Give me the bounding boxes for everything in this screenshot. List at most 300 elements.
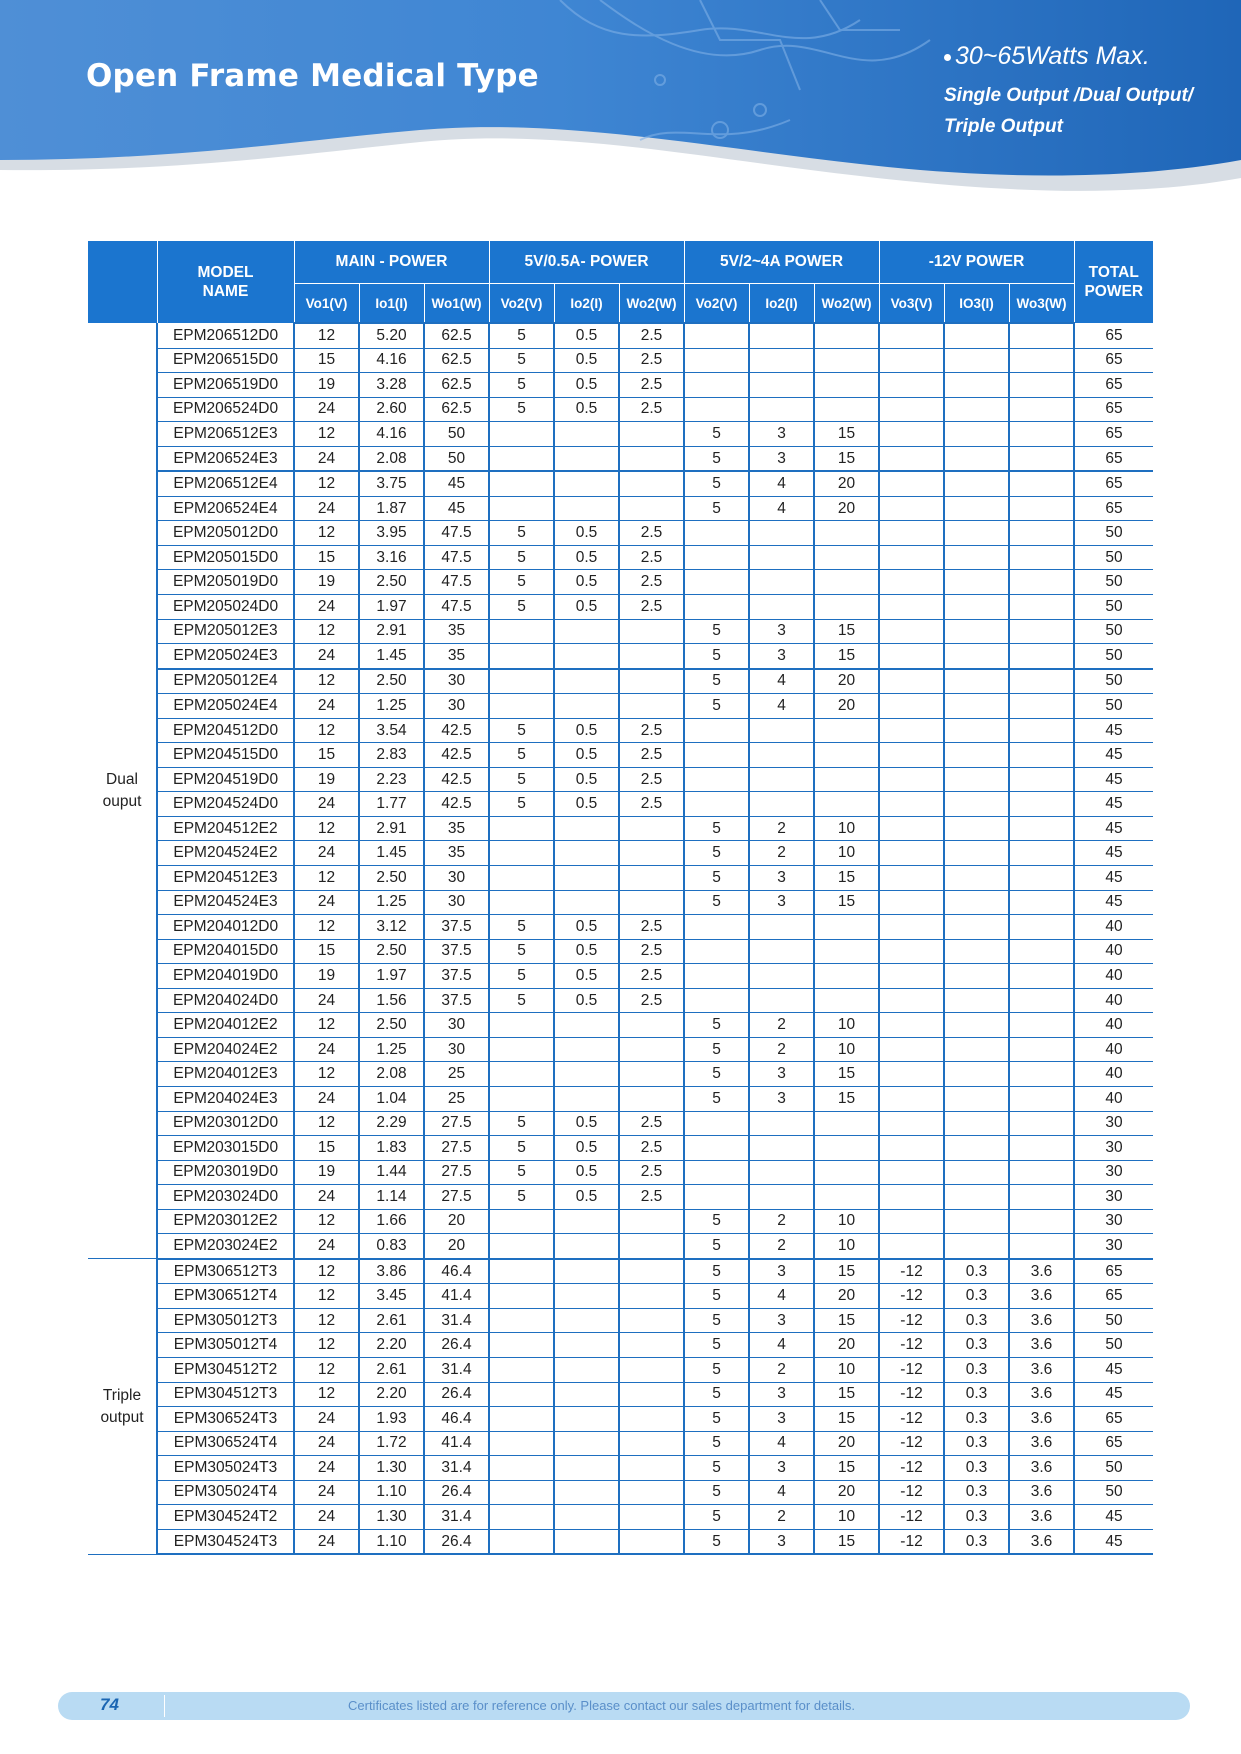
subheader-cell: Vo3(V) (879, 284, 944, 324)
value-cell (944, 939, 1009, 964)
table-row (88, 1136, 1153, 1161)
model-name-cell: EPM206515D0 (157, 348, 294, 373)
value-cell (554, 471, 619, 496)
table-row (88, 1234, 1153, 1259)
value-cell: 12 (294, 422, 359, 447)
model-name-cell: EPM304512T3 (157, 1382, 294, 1407)
value-cell: 30 (424, 669, 489, 694)
value-cell: 0.5 (554, 348, 619, 373)
value-cell (944, 1136, 1009, 1161)
value-cell (944, 1013, 1009, 1038)
table-row (88, 1333, 1153, 1358)
value-cell (944, 669, 1009, 694)
value-cell: 0.5 (554, 1136, 619, 1161)
value-cell (879, 964, 944, 989)
value-cell (814, 348, 879, 373)
value-cell: 26.4 (424, 1333, 489, 1358)
output-types (944, 80, 1214, 142)
value-cell (1009, 644, 1074, 669)
table-row (88, 1407, 1153, 1432)
value-cell: 3 (749, 1086, 814, 1111)
table-row (88, 1037, 1153, 1062)
value-cell (879, 1136, 944, 1161)
value-cell (489, 1234, 554, 1259)
footer-divider (164, 1695, 165, 1717)
value-cell: 2.50 (359, 1013, 424, 1038)
value-cell: 5 (489, 939, 554, 964)
value-cell (619, 1382, 684, 1407)
model-name-cell: EPM204519D0 (157, 767, 294, 792)
value-cell: 10 (814, 1037, 879, 1062)
value-cell: 2.61 (359, 1308, 424, 1333)
value-cell: 19 (294, 1160, 359, 1185)
value-cell (944, 816, 1009, 841)
value-cell: 12 (294, 1013, 359, 1038)
value-cell: 26.4 (424, 1529, 489, 1554)
value-cell (749, 767, 814, 792)
value-cell (684, 545, 749, 570)
table-row (88, 1529, 1153, 1554)
value-cell (814, 915, 879, 940)
value-cell: 0.5 (554, 595, 619, 620)
value-cell (944, 373, 1009, 398)
value-cell (489, 1259, 554, 1284)
value-cell: 24 (294, 1529, 359, 1554)
value-cell: 2 (749, 1013, 814, 1038)
value-cell: 5 (684, 422, 749, 447)
value-cell (749, 792, 814, 817)
header-blank-cell (88, 241, 157, 323)
value-cell: 15 (814, 1529, 879, 1554)
model-name-cell: EPM304524T2 (157, 1505, 294, 1530)
value-cell: 5 (489, 373, 554, 398)
value-cell (684, 792, 749, 817)
value-cell: 62.5 (424, 348, 489, 373)
value-cell: 5 (489, 545, 554, 570)
value-cell (879, 743, 944, 768)
value-cell: 5 (684, 890, 749, 915)
table-row (88, 939, 1153, 964)
model-name-cell: EPM206524E4 (157, 496, 294, 521)
value-cell: 20 (814, 669, 879, 694)
value-cell: 10 (814, 1234, 879, 1259)
value-cell (554, 1259, 619, 1284)
value-cell: 3.6 (1009, 1480, 1074, 1505)
value-cell (944, 718, 1009, 743)
value-cell: 15 (294, 939, 359, 964)
value-cell: 0.3 (944, 1284, 1009, 1309)
value-cell (814, 964, 879, 989)
value-cell (879, 1234, 944, 1259)
spec-table (88, 241, 1153, 1555)
table-row (88, 1111, 1153, 1136)
value-cell: 2.5 (619, 1185, 684, 1210)
value-cell (489, 890, 554, 915)
value-cell: 62.5 (424, 397, 489, 422)
value-cell: 15 (814, 644, 879, 669)
value-cell (489, 1431, 554, 1456)
value-cell: 5 (489, 964, 554, 989)
value-cell (814, 1136, 879, 1161)
table-row (88, 422, 1153, 447)
value-cell (814, 718, 879, 743)
value-cell (489, 1037, 554, 1062)
total-power-cell: 50 (1074, 1308, 1153, 1333)
total-power-cell: 45 (1074, 743, 1153, 768)
total-power-cell: 50 (1074, 1456, 1153, 1481)
total-power-cell: 50 (1074, 545, 1153, 570)
model-name-cell: EPM204012E3 (157, 1062, 294, 1087)
value-cell (944, 1086, 1009, 1111)
subheader-cell: Wo1(W) (424, 284, 489, 324)
table-row (88, 1357, 1153, 1382)
model-name-cell: EPM206512E4 (157, 471, 294, 496)
table-row (88, 323, 1153, 348)
value-cell: 12 (294, 1284, 359, 1309)
value-cell: 42.5 (424, 718, 489, 743)
value-cell: 26.4 (424, 1382, 489, 1407)
table-row (88, 570, 1153, 595)
value-cell: 5 (489, 1160, 554, 1185)
value-cell (684, 743, 749, 768)
value-cell: 20 (814, 694, 879, 719)
total-power-cell: 50 (1074, 644, 1153, 669)
value-cell: 12 (294, 521, 359, 546)
value-cell (879, 1062, 944, 1087)
value-cell: 2.50 (359, 939, 424, 964)
value-cell (1009, 964, 1074, 989)
value-cell (684, 988, 749, 1013)
value-cell (554, 1037, 619, 1062)
value-cell: 5 (489, 767, 554, 792)
value-cell (619, 1013, 684, 1038)
value-cell: 20 (424, 1234, 489, 1259)
value-cell (489, 1505, 554, 1530)
value-cell (554, 1431, 619, 1456)
value-cell (749, 1185, 814, 1210)
value-cell: 5 (684, 1505, 749, 1530)
value-cell (554, 890, 619, 915)
value-cell (554, 866, 619, 891)
value-cell (1009, 743, 1074, 768)
value-cell: 5 (684, 1333, 749, 1358)
table-row (88, 1505, 1153, 1530)
value-cell: 46.4 (424, 1407, 489, 1432)
value-cell: 0.3 (944, 1333, 1009, 1358)
value-cell: 4 (749, 471, 814, 496)
value-cell: 3 (749, 446, 814, 471)
model-name-cell: EPM205019D0 (157, 570, 294, 595)
value-cell: 5 (489, 915, 554, 940)
total-power-cell: 65 (1074, 471, 1153, 496)
value-cell: 3 (749, 866, 814, 891)
value-cell (489, 496, 554, 521)
value-cell (749, 595, 814, 620)
table-row (88, 988, 1153, 1013)
value-cell: 15 (814, 1407, 879, 1432)
value-cell (619, 669, 684, 694)
value-cell: 35 (424, 619, 489, 644)
value-cell (814, 373, 879, 398)
value-cell (554, 496, 619, 521)
table-row (88, 1456, 1153, 1481)
value-cell (1009, 694, 1074, 719)
value-cell (684, 373, 749, 398)
value-cell (554, 1333, 619, 1358)
model-name-cell: EPM204512E3 (157, 866, 294, 891)
table-row (88, 1431, 1153, 1456)
total-power-cell: 45 (1074, 1505, 1153, 1530)
value-cell (1009, 1037, 1074, 1062)
value-cell: 5 (684, 644, 749, 669)
value-cell: 3.12 (359, 915, 424, 940)
value-cell (749, 373, 814, 398)
value-cell (944, 1111, 1009, 1136)
value-cell (554, 1234, 619, 1259)
value-cell: 3.6 (1009, 1431, 1074, 1456)
value-cell: 1.87 (359, 496, 424, 521)
value-cell: 30 (424, 1013, 489, 1038)
page-header (0, 0, 1241, 200)
total-power-cell: 65 (1074, 422, 1153, 447)
value-cell: 4 (749, 669, 814, 694)
value-cell: 12 (294, 619, 359, 644)
value-cell: 2 (749, 1037, 814, 1062)
value-cell (489, 1333, 554, 1358)
value-cell: 30 (424, 1037, 489, 1062)
value-cell: 5 (489, 718, 554, 743)
value-cell (944, 1062, 1009, 1087)
value-cell: 1.45 (359, 841, 424, 866)
value-cell: 2.5 (619, 964, 684, 989)
model-name-cell: EPM205024E4 (157, 694, 294, 719)
value-cell (814, 1185, 879, 1210)
value-cell (489, 446, 554, 471)
value-cell: 12 (294, 1209, 359, 1234)
value-cell: 3.6 (1009, 1259, 1074, 1284)
value-cell: 0.3 (944, 1456, 1009, 1481)
value-cell (879, 988, 944, 1013)
value-cell: 3.16 (359, 545, 424, 570)
value-cell: 62.5 (424, 323, 489, 348)
value-cell: 15 (814, 1382, 879, 1407)
value-cell (879, 1160, 944, 1185)
value-cell (814, 521, 879, 546)
value-cell (554, 1382, 619, 1407)
value-cell (879, 841, 944, 866)
model-name-cell: EPM205012E3 (157, 619, 294, 644)
table-row (88, 1086, 1153, 1111)
table-row (88, 767, 1153, 792)
value-cell: 35 (424, 644, 489, 669)
table-row (88, 1160, 1153, 1185)
value-cell (814, 1160, 879, 1185)
value-cell (619, 1456, 684, 1481)
value-cell: 12 (294, 1259, 359, 1284)
total-power-cell: 65 (1074, 323, 1153, 348)
value-cell: 3.45 (359, 1284, 424, 1309)
value-cell (619, 1209, 684, 1234)
value-cell: 0.3 (944, 1480, 1009, 1505)
value-cell: 5 (684, 816, 749, 841)
group-label (88, 1259, 157, 1555)
value-cell (1009, 1185, 1074, 1210)
total-power-cell: 45 (1074, 1357, 1153, 1382)
value-cell: 20 (424, 1209, 489, 1234)
value-cell (879, 1111, 944, 1136)
value-cell (684, 718, 749, 743)
total-power-cell: 45 (1074, 841, 1153, 866)
value-cell (1009, 988, 1074, 1013)
model-name-cell: EPM305024T4 (157, 1480, 294, 1505)
value-cell (489, 816, 554, 841)
value-cell (684, 521, 749, 546)
total-power-cell: 50 (1074, 1480, 1153, 1505)
value-cell: 1.97 (359, 595, 424, 620)
value-cell: 3 (749, 619, 814, 644)
value-cell (814, 570, 879, 595)
value-cell: 24 (294, 988, 359, 1013)
value-cell (944, 1037, 1009, 1062)
value-cell (944, 890, 1009, 915)
table-row (88, 1209, 1153, 1234)
value-cell (619, 1284, 684, 1309)
value-cell: 24 (294, 1456, 359, 1481)
value-cell: 2.5 (619, 792, 684, 817)
value-cell (944, 1185, 1009, 1210)
value-cell: -12 (879, 1308, 944, 1333)
value-cell (489, 471, 554, 496)
value-cell: 3 (749, 1529, 814, 1554)
subheader-cell: Wo2(W) (814, 284, 879, 324)
value-cell: 2.23 (359, 767, 424, 792)
value-cell (684, 595, 749, 620)
value-cell: 2.5 (619, 521, 684, 546)
model-name-cell: EPM205024D0 (157, 595, 294, 620)
value-cell (489, 1407, 554, 1432)
value-cell: 5 (684, 1062, 749, 1087)
value-cell (814, 767, 879, 792)
value-cell (1009, 570, 1074, 595)
total-power-cell: 45 (1074, 1382, 1153, 1407)
value-cell: 27.5 (424, 1160, 489, 1185)
value-cell (879, 890, 944, 915)
table-row (88, 471, 1153, 496)
model-name-cell: EPM203015D0 (157, 1136, 294, 1161)
value-cell: 2 (749, 1234, 814, 1259)
value-cell: 0.3 (944, 1382, 1009, 1407)
value-cell (489, 619, 554, 644)
subheader-cell: Vo2(V) (684, 284, 749, 324)
table-row (88, 816, 1153, 841)
value-cell (554, 1407, 619, 1432)
value-cell (749, 570, 814, 595)
value-cell (944, 446, 1009, 471)
value-cell: 12 (294, 1062, 359, 1087)
value-cell: 25 (424, 1062, 489, 1087)
value-cell (944, 521, 1009, 546)
value-cell (684, 1111, 749, 1136)
subheader-cell: Wo3(W) (1009, 284, 1074, 324)
value-cell (1009, 521, 1074, 546)
value-cell: 31.4 (424, 1505, 489, 1530)
value-cell: 31.4 (424, 1308, 489, 1333)
page-footer (58, 1692, 1190, 1720)
value-cell: 5 (684, 866, 749, 891)
value-cell: 2.5 (619, 397, 684, 422)
value-cell: 0.83 (359, 1234, 424, 1259)
value-cell: 15 (814, 1308, 879, 1333)
value-cell: 24 (294, 446, 359, 471)
value-cell: 1.93 (359, 1407, 424, 1432)
value-cell: 1.97 (359, 964, 424, 989)
total-power-cell: 30 (1074, 1234, 1153, 1259)
total-power-cell: 45 (1074, 866, 1153, 891)
value-cell: 10 (814, 841, 879, 866)
model-name-cell: EPM203019D0 (157, 1160, 294, 1185)
value-cell (814, 792, 879, 817)
value-cell: 45 (424, 471, 489, 496)
value-cell (489, 669, 554, 694)
table-row (88, 1480, 1153, 1505)
value-cell: 5 (489, 570, 554, 595)
table-row (88, 644, 1153, 669)
value-cell (1009, 939, 1074, 964)
model-name-cell: EPM203012E2 (157, 1209, 294, 1234)
value-cell: -12 (879, 1505, 944, 1530)
value-cell: 0.3 (944, 1259, 1009, 1284)
table-row (88, 718, 1153, 743)
value-cell (619, 619, 684, 644)
value-cell: 12 (294, 1308, 359, 1333)
value-cell (489, 1382, 554, 1407)
value-cell (879, 397, 944, 422)
value-cell: 25 (424, 1086, 489, 1111)
value-cell (879, 1037, 944, 1062)
table-row (88, 841, 1153, 866)
value-cell (554, 669, 619, 694)
value-cell (814, 397, 879, 422)
value-cell (879, 939, 944, 964)
model-name-cell: EPM205012D0 (157, 521, 294, 546)
value-cell: 15 (294, 1136, 359, 1161)
value-cell (619, 1407, 684, 1432)
value-cell: 5 (684, 471, 749, 496)
value-cell (1009, 619, 1074, 644)
value-cell (554, 694, 619, 719)
model-name-cell: EPM304512T2 (157, 1357, 294, 1382)
value-cell: 0.5 (554, 964, 619, 989)
total-power-cell: 30 (1074, 1209, 1153, 1234)
value-cell: 10 (814, 1505, 879, 1530)
value-cell: 0.5 (554, 939, 619, 964)
value-cell (879, 570, 944, 595)
value-cell (749, 939, 814, 964)
value-cell: 20 (814, 1480, 879, 1505)
value-cell: 5 (489, 792, 554, 817)
value-cell: 5 (684, 496, 749, 521)
value-cell: 24 (294, 1234, 359, 1259)
total-power-cell: 65 (1074, 1431, 1153, 1456)
value-cell (944, 348, 1009, 373)
value-cell: 47.5 (424, 521, 489, 546)
value-cell (749, 718, 814, 743)
value-cell (944, 988, 1009, 1013)
value-cell: 5 (684, 1431, 749, 1456)
watts-rating (944, 42, 1150, 71)
model-name-cell: EPM204019D0 (157, 964, 294, 989)
value-cell (684, 915, 749, 940)
